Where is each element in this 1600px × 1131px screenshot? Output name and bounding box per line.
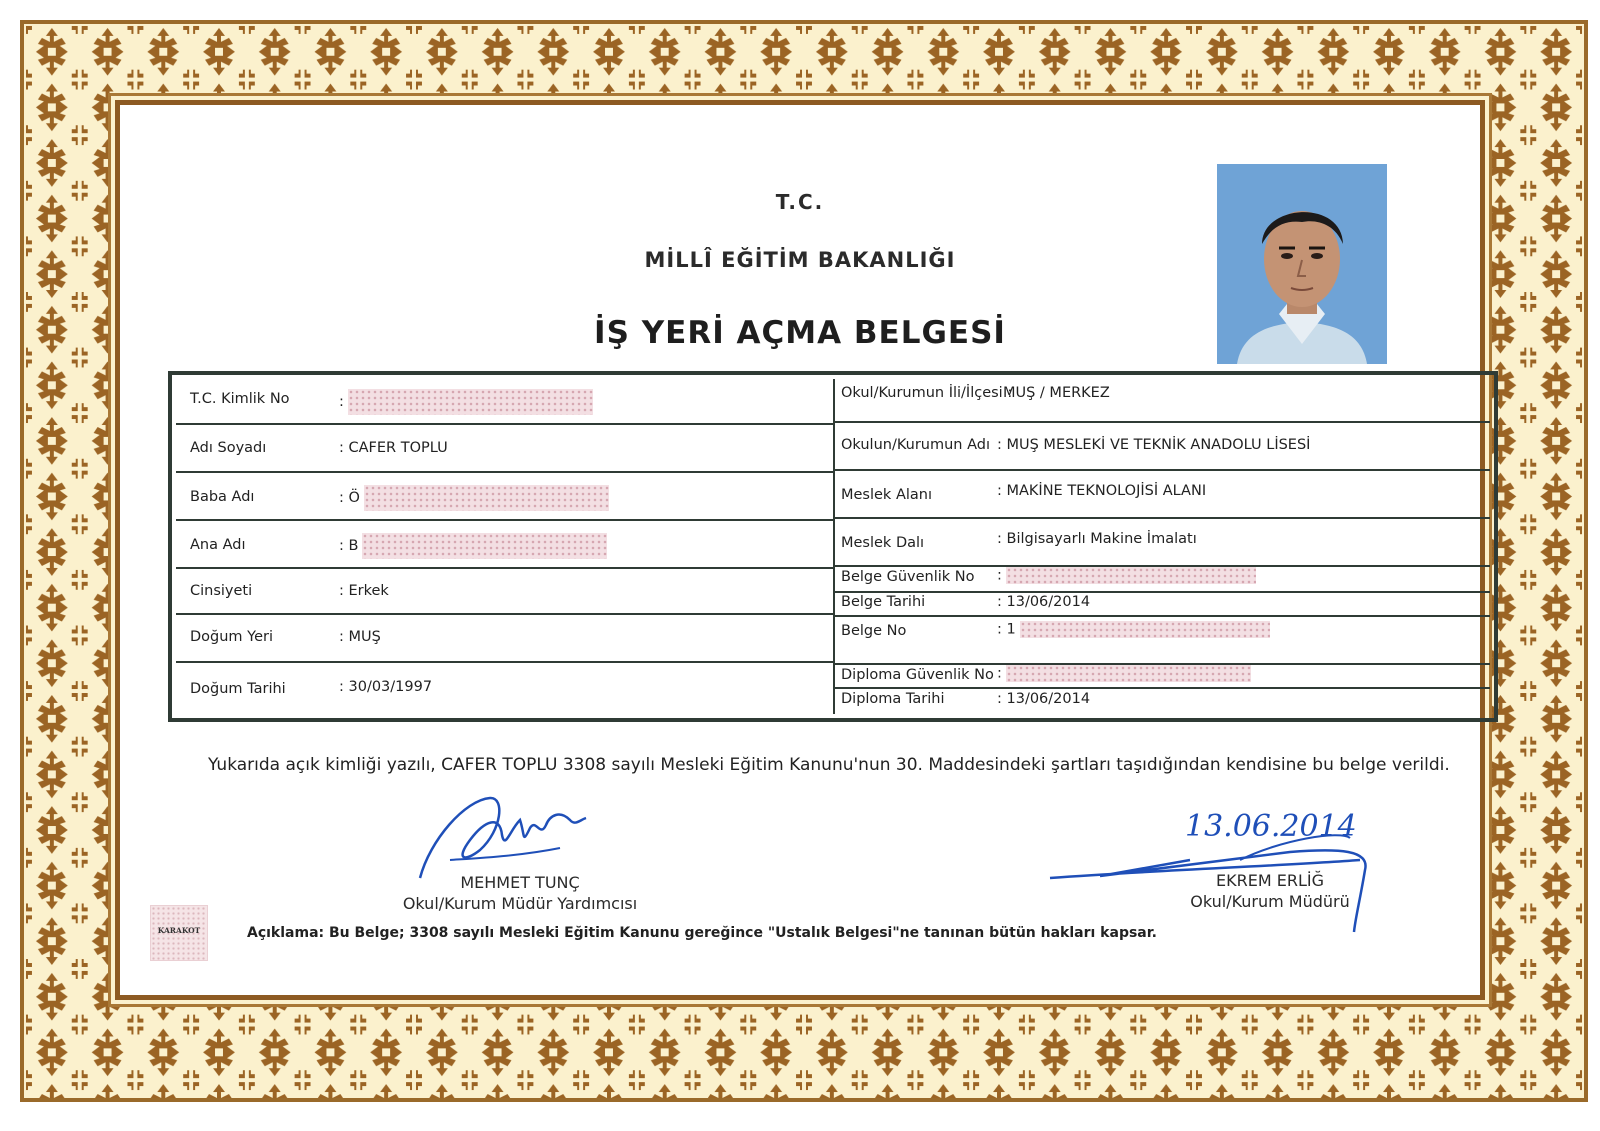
cert-security-value: : bbox=[997, 567, 1256, 584]
field-value: : MAKİNE TEKNOLOJİSİ ALANI bbox=[997, 483, 1207, 499]
mother-value: : B bbox=[339, 533, 607, 559]
country-heading: T.C. bbox=[775, 190, 825, 214]
diploma-security-label: Diploma Güvenlik No bbox=[841, 667, 994, 683]
certification-statement: Yukarıda açık kimliği yazılı, CAFER TOPLU 3308 sayılı Mesleki Eğitim Kanunu'nun 30. Maddesindeki şartları taşıdığından kendisine bu belge verildi. bbox=[208, 755, 1450, 775]
table-row bbox=[835, 567, 1490, 593]
cert-date-label: Belge Tarihi bbox=[841, 594, 926, 610]
redaction-block bbox=[1006, 567, 1256, 584]
table-row bbox=[176, 521, 833, 569]
table-row bbox=[176, 425, 833, 473]
left-signer-name: MEHMET TUNÇ bbox=[460, 873, 580, 892]
table-row bbox=[176, 379, 833, 425]
branch-label: Meslek Dalı bbox=[841, 535, 925, 551]
table-row bbox=[835, 593, 1490, 617]
table-row bbox=[835, 665, 1490, 689]
province-value: MUŞ / MERKEZ bbox=[1003, 385, 1110, 401]
redaction-block bbox=[1020, 621, 1270, 638]
id-photo bbox=[1217, 164, 1387, 364]
table-row bbox=[176, 473, 833, 521]
name-label: Adı Soyadı bbox=[190, 440, 267, 456]
school-name-value: : MUŞ MESLEKİ VE TEKNİK ANADOLU LİSESİ bbox=[997, 437, 1311, 453]
table-row bbox=[176, 569, 833, 615]
branch-value: : Bilgisayarlı Makine İmalatı bbox=[997, 531, 1197, 547]
mother-label: Ana Adı bbox=[190, 537, 246, 553]
diploma-date-label: Diploma Tarihi bbox=[841, 691, 945, 707]
table-row bbox=[835, 423, 1490, 471]
stamp-text: KARAKOT bbox=[157, 926, 201, 935]
ministry-heading: MİLLÎ EĞİTİM BAKANLIĞI bbox=[644, 248, 956, 272]
right-signer-name: EKREM ERLİĞ bbox=[1216, 871, 1324, 890]
cert-date-value: : 13/06/2014 bbox=[997, 594, 1091, 610]
birthdate-label: Doğum Tarihi bbox=[190, 681, 286, 697]
school-name-label: Okulun/Kurumun Adı bbox=[841, 437, 990, 453]
explanation-note: Açıklama: Bu Belge; 3308 sayılı Mesleki Eğitim Kanunu gereğince "Ustalık Belgesi"ne tanınan bütün hakları kapsar. bbox=[247, 925, 1157, 941]
cert-no-label: Belge No bbox=[841, 623, 907, 639]
table-row bbox=[835, 617, 1490, 665]
info-table bbox=[168, 371, 1498, 722]
redaction-block bbox=[362, 533, 607, 559]
right-signer bbox=[1160, 871, 1380, 911]
left-signer-role: Okul/Kurum Müdür Yardımcısı bbox=[402, 894, 638, 913]
redaction-block bbox=[348, 389, 593, 415]
tc-label: T.C. Kimlik No bbox=[190, 391, 290, 407]
tc-value: : bbox=[339, 389, 593, 415]
birthplace-label: Doğum Yeri bbox=[190, 629, 274, 645]
karakot-stamp bbox=[150, 905, 208, 961]
gender-value: : Erkek bbox=[339, 583, 389, 599]
handwritten-date: 13.06.2014 bbox=[1185, 809, 1357, 844]
diploma-date-value: : 13/06/2014 bbox=[997, 691, 1091, 707]
field-label: Meslek Alanı bbox=[841, 487, 932, 503]
left-signer bbox=[380, 873, 660, 913]
table-row bbox=[835, 471, 1490, 519]
table-row bbox=[835, 379, 1490, 423]
right-signer-role: Okul/Kurum Müdürü bbox=[1190, 892, 1350, 911]
cert-no-value: : 1 bbox=[997, 621, 1270, 638]
cert-security-label: Belge Güvenlik No bbox=[841, 569, 975, 585]
school-info-column bbox=[835, 379, 1490, 714]
portrait-image bbox=[1217, 164, 1387, 364]
personal-info-column bbox=[176, 379, 835, 714]
father-value: : Ö bbox=[339, 485, 609, 511]
name-value: : CAFER TOPLU bbox=[339, 440, 448, 456]
redaction-block bbox=[364, 485, 609, 511]
table-row bbox=[835, 519, 1490, 567]
province-label: Okul/Kurumun İli/İlçesi : bbox=[841, 385, 1013, 401]
document-title: İŞ YERİ AÇMA BELGESİ bbox=[594, 315, 1006, 351]
birthdate-value: : 30/03/1997 bbox=[339, 679, 433, 695]
diploma-security-value: : bbox=[997, 665, 1251, 682]
table-row bbox=[176, 615, 833, 663]
gender-label: Cinsiyeti bbox=[190, 583, 253, 599]
table-row bbox=[176, 663, 833, 718]
birthplace-value: : MUŞ bbox=[339, 629, 381, 645]
redaction-block bbox=[1006, 665, 1251, 682]
father-label: Baba Adı bbox=[190, 489, 255, 505]
table-row bbox=[835, 689, 1490, 714]
